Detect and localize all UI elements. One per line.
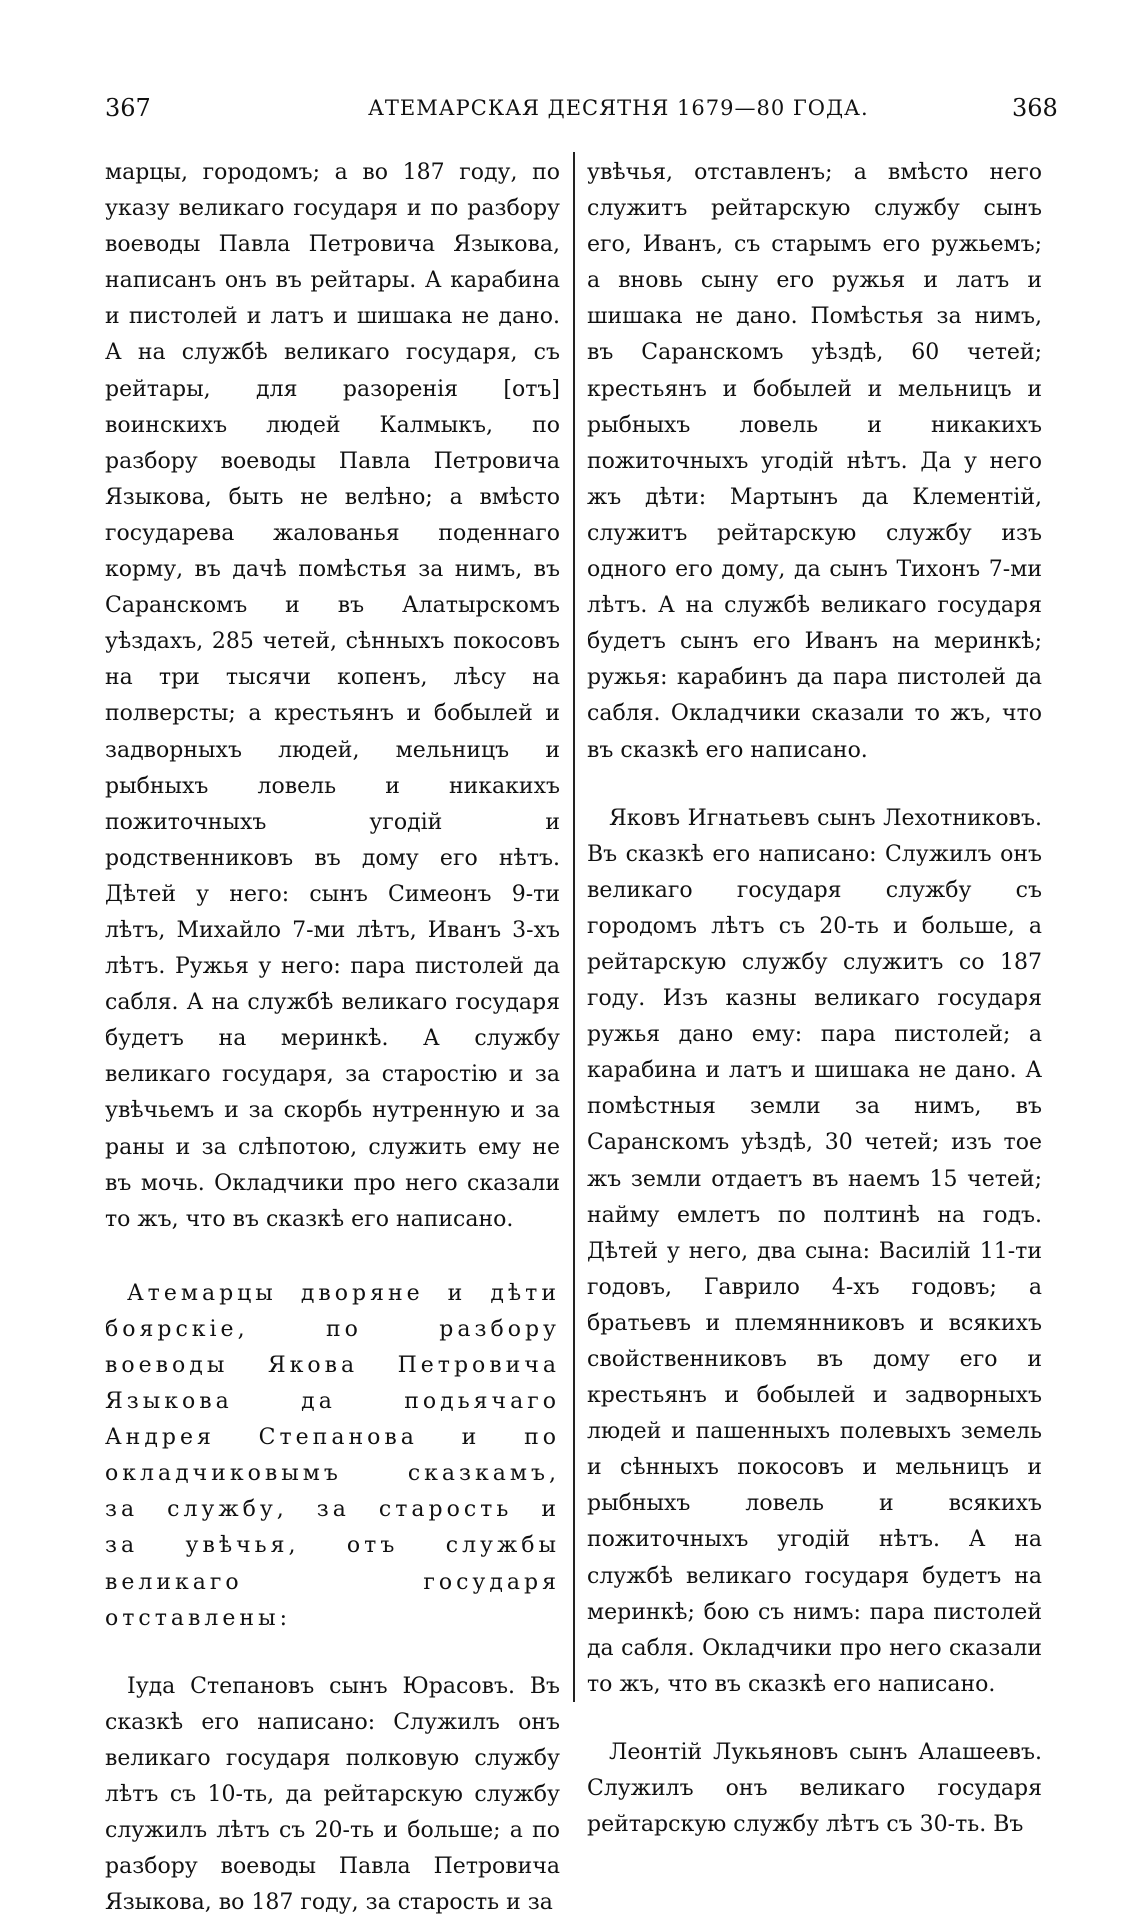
- paragraph: увѣчья, отставленъ; а вмѣсто него служитъ рейтарскую службу сынъ его, Иванъ, съ старымъ его ружьемъ; а вновь сыну его ружья и латъ и шишака не дано. Помѣстья за нимъ, въ Саранскомъ уѣздѣ, 60 четей; крестьянъ и бобылей и мельницъ и рыбныхъ ловель и никакихъ пожиточныхъ угодій нѣтъ. Да у него жъ дѣти: Мартынъ да Клементій, служитъ рейтарскую службу изъ одного его дому, да сынъ Тихонъ 7-ми лѣтъ. А на службѣ великаго государя будетъ сынъ его Иванъ на меринкѣ; ружья: карабинъ да пара пистолей да сабля. Окладчики сказали то жъ, что въ сказкѣ его написано.: [587, 160, 1042, 763]
- paragraph: Леонтій Лукьяновъ сынъ Алашеевъ. Служилъ онъ великаго государя рейтарскую службу лѣтъ съ 30-ть. Въ: [587, 1739, 1042, 1838]
- left-column: [105, 155, 560, 1921]
- page-number-left: 367: [105, 94, 151, 122]
- running-title: АТЕМАРСКАЯ ДЕСЯТНЯ 1679—80 ГОДА.: [368, 96, 869, 120]
- paragraph: Іуда Степановъ сынъ Юрасовъ. Въ сказкѣ его написано: Служилъ онъ великаго государя полковую службу лѣтъ съ 10-ть, да рейтарскую службу служилъ лѣтъ съ 20-ть и больше; а по разбору воеводы Павла Петровича Языкова, во 187 году, за старость и за: [105, 1673, 560, 1916]
- page-number-right: 368: [1012, 94, 1058, 122]
- column-divider: [573, 152, 575, 1702]
- right-column: [587, 155, 1042, 1843]
- paragraph: Яковъ Игнатьевъ сынъ Лехотниковъ. Въ сказкѣ его написано: Служилъ онъ великаго государя службу съ городомъ лѣтъ съ 20-ть и больше, а рейтарскую службу служитъ со 187 году. Изъ казны великаго государя ружья дано ему: пара пистолей; а карабина и латъ и шишака не дано. А помѣстныя земли за нимъ, въ Саранскомъ уѣздѣ, 30 четей; изъ тое жъ земли отдаетъ въ наемъ 15 четей; найму емлетъ по полтинѣ на годъ. Дѣтей у него, два сына: Василій 11-ти годовъ, Гаврило 4-хъ годовъ; а братьевъ и племянниковъ и всякихъ свойственниковъ въ дому его и крестьянъ и бобылей и задворныхъ людей и пашенныхъ полевыхъ земель и сѣнныхъ покосовъ и мельницъ и рыбныхъ ловель и всякихъ пожиточныхъ угодій нѣтъ. А на службѣ великаго государя будетъ на меринкѣ; бою съ нимъ: пара пистолей да сабля. Окладчики про него сказали то жъ, что въ сказкѣ его написано.: [587, 805, 1042, 1697]
- section-heading: Атемарцы дворяне и дѣти боярскіе, по разбору воеводы Якова Петровича Языкова да подьячаго Андрея Степанова и по окладчиковымъ сказкамъ, за службу, за старость и за увѣчья, отъ службы великаго государя отставлены:: [105, 1280, 560, 1631]
- paragraph: марцы, городомъ; а во 187 году, по указу великаго государя и по разбору воеводы Павла Петровича Языкова, написанъ онъ въ рейтары. А карабина и пистолей и латъ и шишака не дано. А на службѣ великаго государя, съ рейтары, для разоренія [отъ] воинскихъ людей Калмыкъ, по разбору воеводы Павла Петровича Языкова, быть не велѣно; а вмѣсто государева жалованья поденнаго корму, въ дачѣ помѣстья за нимъ, въ Саранскомъ и въ Алатырскомъ уѣздахъ, 285 четей, сѣнныхъ покосовъ на три тысячи копенъ, лѣсу на полверсты; а крестьянъ и бобылей и задворныхъ людей, мельницъ и рыбныхъ ловель и никакихъ пожиточныхъ угодій и родственниковъ въ дому его нѣтъ. Дѣтей у него: сынъ Симеонъ 9-ти лѣтъ, Михайло 7-ми лѣтъ, Иванъ 3-хъ лѣтъ. Ружья у него: пара пистолей да сабля. А на службѣ великаго государя будетъ на меринкѣ. А службу великаго государя, за старостію и за увѣчьемъ и за скорбь нутренную и за раны и за слѣпотою, служить ему не въ мочь. Окладчики про него сказали то жъ, что въ сказкѣ его написано.: [105, 160, 560, 1232]
